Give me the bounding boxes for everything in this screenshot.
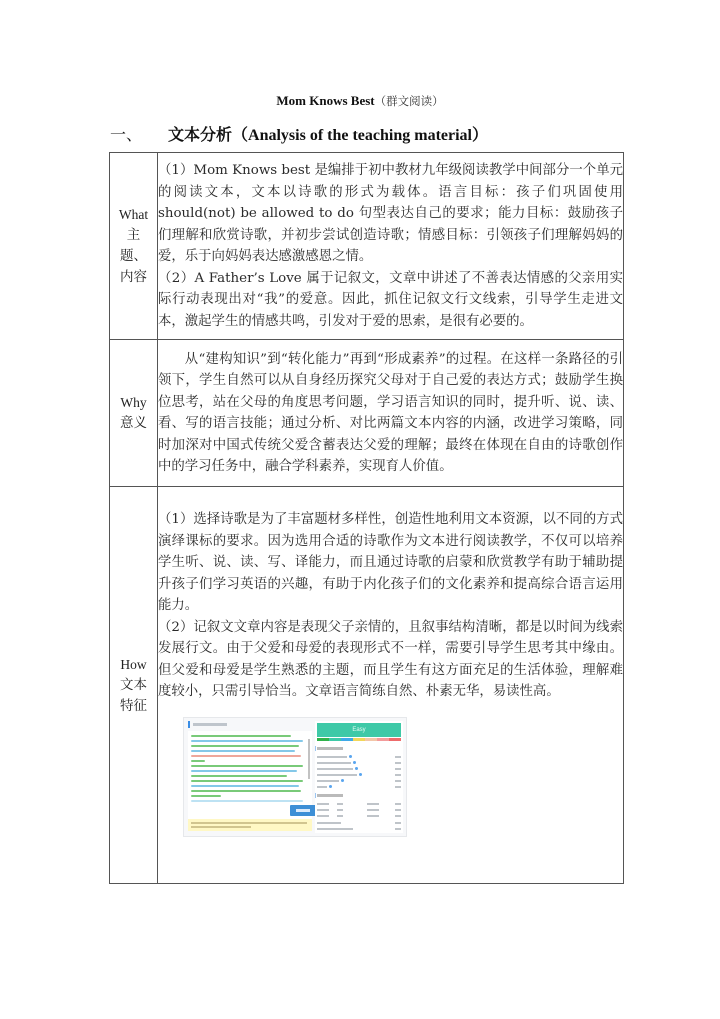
section-heading-cn: 文本分析	[168, 125, 233, 144]
stats-section-title	[317, 794, 343, 797]
section-number: 一、	[110, 125, 143, 144]
embedded-tool-title	[188, 721, 308, 728]
row-content-what	[158, 153, 624, 340]
label-line: 特征	[120, 697, 147, 714]
paragraph: （2）A Father’s Love 属于记叙文，文章中讲述了不善表达情感的父亲用实际行动表现出对“我”的爱意。因此，抓住记叙文行文线索，引导学生走进文本，激起学生的情感共鸣，引发对于爱的思索，是很有必要的。	[158, 270, 623, 329]
label-line: 意义	[120, 415, 147, 431]
paragraph: （1）Mom Knows best 是编排于初中教材九年级阅读教学中间部分一个单元的阅读文本，文本以诗歌的形式为载体。语言目标：孩子们巩固使用 should(not) be allowed to do 句型表达自己的要求；能力目标：鼓励孩子们理解和欣赏诗歌，并初步尝试创造诗歌；情感目标：引领孩子们理解妈妈的爱，乐于向妈妈表达感激感恩之情。	[158, 163, 623, 264]
row-content-why	[158, 340, 624, 487]
row-label-why	[110, 340, 158, 487]
label-line: 内容	[120, 269, 147, 285]
row-label-how	[110, 487, 158, 884]
embedded-readability-screenshot	[183, 717, 407, 837]
embedded-scrollbar	[308, 739, 310, 779]
section-heading-en: （Analysis of the teaching material）	[232, 127, 488, 144]
label-line: Why	[120, 395, 147, 410]
paragraph: 从“建构知识”到“转化能力”再到“形成素养”的过程。在这样一条路径的引领下，学生自然可以从自身经历探究父母对于自己爱的表达方式；鼓励学生换位思考，站在父母的角度思考问题，学习语言知识的同时，提升听、说、读、看、写的语言技能；通过分析、对比两篇文本内容的内涵，改进学习策略，同时加深对中国式传统父爱含蓄表达父爱的理解；最终在体现在自由的诗歌创作中的学习任务中，融合学科素养，实现育人价值。	[158, 351, 623, 474]
readability-level-banner: Easy	[317, 723, 401, 737]
embedded-note	[188, 819, 312, 831]
label-line: 题、	[120, 248, 147, 264]
label-line: How	[120, 656, 147, 672]
readability-scale	[317, 738, 401, 741]
table-row-what	[110, 153, 624, 340]
row-content-how	[158, 487, 624, 884]
paragraph: （2）记叙文文章内容是表现父子亲情的，且叙事结构清晰，都是以时间为线索发展行文。由于父爱和母爱的表现形式不一样，需要引导学生思考其中缘由。但父爱和母爱是学生熟悉的主题，而且学生有这方面充足的生活体验，理解难度较小，只需引导恰当。文章语言简练自然、朴素无华，易读性高。	[158, 619, 623, 699]
label-line: 主	[126, 227, 141, 243]
section-heading	[110, 122, 488, 145]
label-line: What	[118, 207, 149, 222]
embedded-text-panel	[188, 731, 312, 831]
row-label-what	[110, 153, 158, 340]
embedded-return-button	[290, 805, 316, 816]
document-title-en: Mom Knows Best	[276, 93, 375, 108]
document-title-cn: （群文阅读）	[374, 94, 444, 108]
table-row-how	[110, 487, 624, 884]
embedded-metrics-panel	[315, 721, 403, 833]
table-row-why	[110, 340, 624, 487]
metrics-section-title	[317, 747, 343, 750]
label-line: 文本	[120, 676, 147, 693]
document-title	[0, 93, 720, 109]
paragraph: （1）选择诗歌是为了丰富题材多样性，创造性地利用文本资源，以不同的方式演绎课标的要求。因为选用合适的诗歌作为文本进行阅读教学，不仅可以培养学生听、说、读、写、译能力，而且通过诗歌的启蒙和欣赏教学有助于辅助提升孩子们学习英语的兴趣，有助于内化孩子们的文化素养和提高综合语言运用能力。	[158, 512, 623, 613]
analysis-table	[109, 152, 624, 884]
